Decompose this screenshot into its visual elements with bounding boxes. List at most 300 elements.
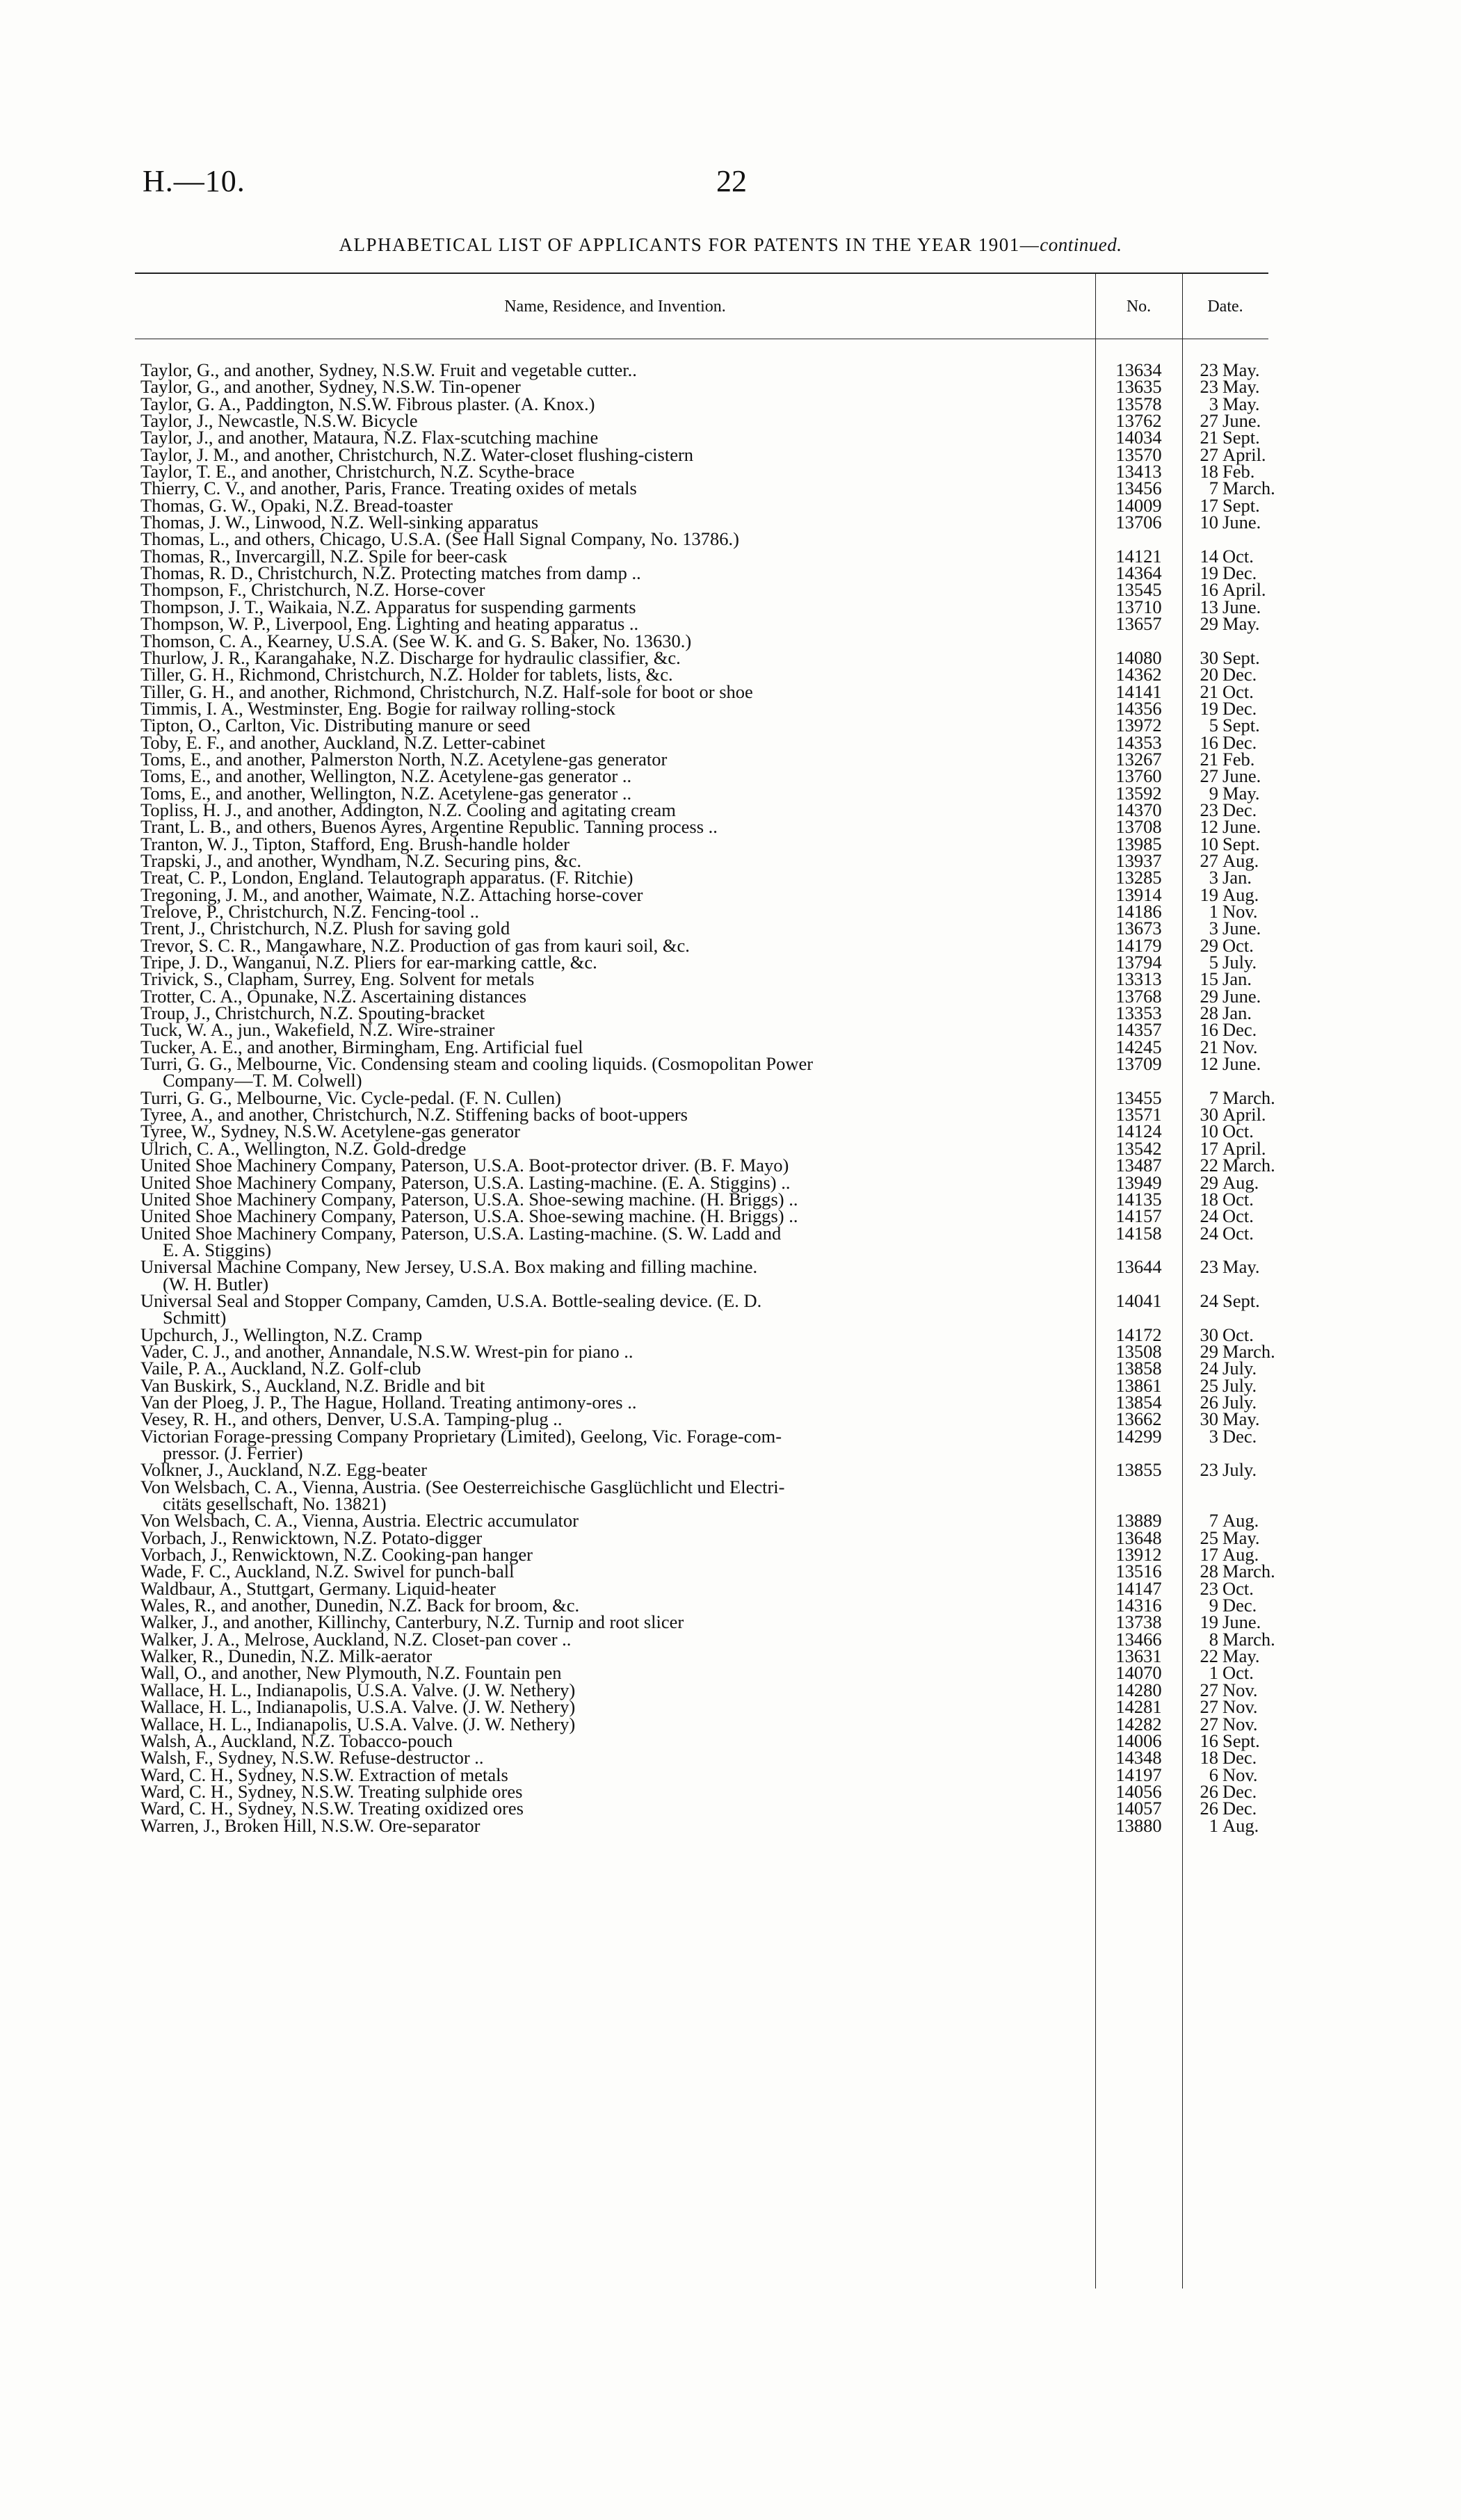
applicant-text: Wallace, H. L., Indianapolis, U.S.A. Valve. (J. W. Nethery): [140, 1696, 576, 1718]
applicant-text: Toms, E., and another, Wellington, N.Z. Acetylene-gas generator ..: [140, 765, 632, 787]
date-day: 18: [1200, 1188, 1218, 1210]
date-day: 9: [1209, 782, 1218, 804]
applicant-text: Thomson, C. A., Kearney, U.S.A. (See W. K. and G. S. Baker, No. 13630.): [140, 630, 692, 651]
applicant-text: Wall, O., and another, New Plymouth, N.Z. Fountain pen: [140, 1662, 562, 1684]
applicant-entry: [135, 1425, 1095, 1463]
patent-number: 13760: [1115, 765, 1162, 787]
date-day: 6: [1209, 1764, 1218, 1785]
patent-number: 14186: [1115, 901, 1162, 922]
date-month: April.: [1222, 579, 1266, 601]
applicant-text: United Shoe Machinery Company, Paterson, U.S.A. Shoe-sewing machine. (H. Briggs) ..: [140, 1188, 798, 1210]
date-day: 17: [1200, 494, 1218, 516]
date-month: Nov.: [1222, 1036, 1258, 1057]
applicant-text: Tipton, O., Carlton, Vic. Distributing manure or seed: [140, 715, 531, 736]
date-day: 3: [1209, 393, 1218, 414]
applicant-text: Walker, J. A., Melrose, Auckland, N.Z. Closet-pan cover ..: [140, 1628, 572, 1650]
date-month: May.: [1222, 1645, 1260, 1667]
applicant-text-continued: (W. H. Butler): [163, 1273, 269, 1294]
applicant-text: Trivick, S., Clapham, Surrey, Eng. Solvent for metals: [140, 968, 535, 990]
date-day: 28: [1200, 1561, 1218, 1582]
applicant-text: Thurlow, J. R., Karangahake, N.Z. Discharge for hydraulic classifier, &c.: [140, 647, 681, 668]
date-month: Aug.: [1222, 850, 1259, 871]
applicant-text: Thompson, W. P., Liverpool, Eng. Lighting and heating apparatus ..: [140, 613, 639, 635]
applicant-text: Walsh, F., Sydney, N.S.W. Refuse-destructor ..: [140, 1747, 484, 1769]
date-month: Sept.: [1222, 833, 1260, 854]
applicant-text: Thomas, R., Invercargill, N.Z. Spile for beer-cask: [140, 545, 508, 567]
date-month: Dec.: [1222, 664, 1257, 685]
patent-number: 13794: [1115, 952, 1162, 973]
applicant-text: Taylor, G. A., Paddington, N.S.W. Fibrous plaster. (A. Knox.): [140, 393, 595, 414]
applicant-text: Wallace, H. L., Indianapolis, U.S.A. Valve. (J. W. Nethery): [140, 1713, 576, 1734]
patent-number: 13762: [1115, 410, 1162, 432]
applicant-text: Universal Machine Company, New Jersey, U.S.A. Box making and filling machine.: [140, 1256, 758, 1278]
patent-number: 14172: [1115, 1324, 1162, 1345]
date-month: Oct.: [1222, 1222, 1254, 1244]
date-month: June.: [1222, 1053, 1261, 1075]
applicant-text: Van Buskirk, S., Auckland, N.Z. Bridle and bit: [140, 1374, 485, 1396]
patent-number: [1095, 1479, 1182, 1513]
applicant-text-continued: citäts gesellschaft, No. 13821): [163, 1493, 387, 1515]
patent-number: 13631: [1115, 1645, 1162, 1667]
patent-number: 14348: [1115, 1747, 1162, 1769]
table-row: [135, 1222, 1268, 1260]
patent-number: 13285: [1115, 867, 1162, 888]
date-day: 5: [1209, 715, 1218, 736]
date-day: 7: [1209, 478, 1218, 499]
date-month: Dec.: [1222, 799, 1257, 820]
date-day: 18: [1200, 1747, 1218, 1769]
applicant-text: Tucker, A. E., and another, Birmingham, Eng. Artificial fuel: [140, 1036, 583, 1057]
applicant-text: Thomas, L., and others, Chicago, U.S.A. (See Hall Signal Company, No. 13786.): [140, 528, 739, 550]
patent-number: 14141: [1115, 681, 1162, 702]
date-day: 21: [1200, 1036, 1218, 1057]
date-month: Oct.: [1222, 1205, 1254, 1227]
applicant-text: Vader, C. J., and another, Annandale, N.S.W. Wrest-pin for piano ..: [140, 1340, 633, 1362]
applicant-text: United Shoe Machinery Company, Paterson, U.S.A. Lasting-machine. (S. W. Ladd and: [140, 1222, 782, 1244]
patent-number: 13267: [1115, 748, 1162, 770]
date-month: March.: [1222, 1628, 1275, 1650]
date-day: 17: [1200, 1137, 1218, 1159]
date-day: 10: [1200, 833, 1218, 854]
date-month: Nov.: [1222, 1679, 1258, 1700]
date-day: 16: [1200, 1019, 1218, 1041]
date-day: 20: [1200, 664, 1218, 685]
date-day: 29: [1200, 1171, 1218, 1193]
patent-number: 13972: [1115, 715, 1162, 736]
date-day: 14: [1200, 545, 1218, 567]
patent-number: 13487: [1115, 1155, 1162, 1176]
applicant-text-continued: E. A. Stiggins): [163, 1239, 272, 1260]
applicant-text: Trant, L. B., and others, Buenos Ayres, Argentine Republic. Tanning process ..: [140, 816, 718, 838]
patent-number: 13313: [1115, 968, 1162, 990]
patent-number: 13466: [1115, 1628, 1162, 1650]
date-month: June.: [1222, 816, 1261, 838]
patent-number: 14370: [1115, 799, 1162, 820]
applicant-text: Treat, C. P., London, England. Telautograph apparatus. (F. Ritchie): [140, 867, 633, 888]
date-month: Nov.: [1222, 1713, 1258, 1734]
date-month: Nov.: [1222, 1764, 1258, 1785]
date-day: 16: [1200, 579, 1218, 601]
date-day: 23: [1200, 799, 1218, 820]
applicant-text: Thompson, F., Christchurch, N.Z. Horse-cover: [140, 579, 485, 601]
date-day: 24: [1200, 1358, 1218, 1379]
date-month: Oct.: [1222, 545, 1254, 567]
patent-date: [1182, 1425, 1268, 1462]
patent-number: 14006: [1115, 1730, 1162, 1751]
date-day: 23: [1200, 1459, 1218, 1481]
applicant-text: Timmis, I. A., Westminster, Eng. Bogie for railway rolling-stock: [140, 697, 615, 719]
patent-number: 13455: [1115, 1087, 1162, 1108]
applicant-text: Trotter, C. A., Opunake, N.Z. Ascertaining distances: [140, 985, 527, 1007]
date-month: Dec.: [1222, 731, 1257, 753]
applicant-text: Tiller, G. H., Richmond, Christchurch, N.Z. Holder for tablets, lists, &c.: [140, 664, 673, 685]
date-month: Jan.: [1222, 867, 1252, 888]
applicant-text: Taylor, G., and another, Sydney, N.S.W. Fruit and vegetable cutter..: [140, 359, 637, 380]
date-month: Aug.: [1222, 1171, 1259, 1193]
page-title-continued: continued.: [1040, 234, 1122, 255]
applicant-text: United Shoe Machinery Company, Paterson, U.S.A. Lasting-machine. (E. A. Stiggins) ..: [140, 1171, 791, 1193]
applicant-text: Vaile, P. A., Auckland, N.Z. Golf-club: [140, 1358, 421, 1379]
patent-number: 14353: [1115, 731, 1162, 753]
applicant-entry: [135, 1292, 1095, 1326]
applicant-entry: [135, 1222, 1095, 1260]
date-month: March.: [1222, 478, 1275, 499]
patent-number: 14009: [1115, 494, 1162, 516]
patent-date: [1182, 1479, 1268, 1513]
date-month: June.: [1222, 985, 1261, 1007]
date-day: 22: [1200, 1155, 1218, 1176]
applicant-text: Trevor, S. C. R., Mangawhare, N.Z. Production of gas from kauri soil, &c.: [140, 934, 690, 956]
patent-number: 14179: [1115, 934, 1162, 956]
patent-number: 14282: [1115, 1713, 1162, 1734]
date-day: 26: [1200, 1391, 1218, 1413]
applicant-text: Ward, C. H., Sydney, N.S.W. Treating sulphide ores: [140, 1780, 523, 1802]
patent-number: 13861: [1115, 1374, 1162, 1396]
date-day: 16: [1200, 731, 1218, 753]
applicant-text: Topliss, H. J., and another, Addington, N.Z. Cooling and agitating cream: [140, 799, 676, 820]
patent-number: 14362: [1115, 664, 1162, 685]
date-month: April.: [1222, 1104, 1266, 1125]
date-month: Dec.: [1222, 1019, 1257, 1041]
date-month: Oct.: [1222, 934, 1254, 956]
date-day: 3: [1209, 918, 1218, 939]
date-month: Jan.: [1222, 1002, 1252, 1024]
date-month: May.: [1222, 376, 1260, 398]
patent-date: [1182, 512, 1268, 533]
applicant-text: Thompson, J. T., Waikaia, N.Z. Apparatus for suspending garments: [140, 596, 636, 617]
patent-number: 13708: [1115, 816, 1162, 838]
patent-date: [1182, 1814, 1268, 1836]
header-name: Name, Residence, and Invention.: [504, 298, 726, 316]
date-day: 24: [1200, 1290, 1218, 1311]
date-month: Nov.: [1222, 1696, 1258, 1718]
applicant-text: Thomas, G. W., Opaki, N.Z. Bread-toaster: [140, 494, 453, 516]
date-month: Oct.: [1222, 1121, 1254, 1142]
applicant-text: Von Welsbach, C. A., Vienna, Austria. Electric accumulator: [140, 1510, 579, 1531]
patent-number: 13545: [1115, 579, 1162, 601]
date-month: Feb.: [1222, 748, 1255, 770]
page-title-text: ALPHABETICAL LIST OF APPLICANTS FOR PATENTS IN THE YEAR 1901—: [339, 234, 1040, 255]
patent-number: 14056: [1115, 1780, 1162, 1802]
applicant-text: Toby, E. F., and another, Auckland, N.Z. Letter-cabinet: [140, 731, 546, 753]
date-month: July.: [1222, 1358, 1257, 1379]
date-month: Sept.: [1222, 1730, 1260, 1751]
date-day: 22: [1200, 1645, 1218, 1667]
date-day: 12: [1200, 1053, 1218, 1075]
applicant-text: Warren, J., Broken Hill, N.S.W. Ore-separator: [140, 1814, 481, 1836]
patent-number: 13855: [1115, 1459, 1162, 1481]
date-day: 26: [1200, 1798, 1218, 1819]
date-day: 29: [1200, 613, 1218, 635]
patent-number: 13914: [1115, 884, 1162, 905]
patent-number: 14147: [1115, 1577, 1162, 1599]
applicant-text: Upchurch, J., Wellington, N.Z. Cramp: [140, 1324, 423, 1345]
date-day: 23: [1200, 1256, 1218, 1278]
date-month: Nov.: [1222, 901, 1258, 922]
date-day: 25: [1200, 1527, 1218, 1548]
applicant-text: Ulrich, C. A., Wellington, N.Z. Gold-dredge: [140, 1137, 467, 1159]
date-day: 1: [1209, 901, 1218, 922]
patent-date: [1182, 1258, 1268, 1292]
patent-number: 13592: [1115, 782, 1162, 804]
date-day: 10: [1200, 512, 1218, 533]
date-month: Aug.: [1222, 1510, 1259, 1531]
applicant-text: Wade, F. C., Auckland, N.Z. Swivel for punch-ball: [140, 1561, 515, 1582]
patent-number: 14357: [1115, 1019, 1162, 1041]
applicant-text: Thomas, J. W., Linwood, N.Z. Well-sinking apparatus: [140, 512, 539, 533]
date-month: April.: [1222, 1137, 1266, 1159]
date-day: 5: [1209, 952, 1218, 973]
patent-number: 13710: [1115, 596, 1162, 617]
page-reference: H.—10.: [143, 164, 245, 198]
date-month: June.: [1222, 918, 1261, 939]
applicant-text: Von Welsbach, C. A., Vienna, Austria. (See Oesterreichische Gasglüchlicht und Electri-: [140, 1476, 785, 1497]
applicant-text: Van der Ploeg, J. P., The Hague, Holland. Treating antimony-ores ..: [140, 1391, 637, 1413]
applicant-text: Trelove, P., Christchurch, N.Z. Fencing-tool ..: [140, 901, 480, 922]
patent-number: 14281: [1115, 1696, 1162, 1718]
patent-date: [1182, 1459, 1268, 1481]
date-day: 10: [1200, 1121, 1218, 1142]
page-title: [0, 234, 1461, 256]
date-day: 29: [1200, 985, 1218, 1007]
date-day: 27: [1200, 1713, 1218, 1734]
date-month: Aug.: [1222, 884, 1259, 905]
applicant-text: Wales, R., and another, Dunedin, N.Z. Back for broom, &c.: [140, 1595, 580, 1616]
applicant-text: United Shoe Machinery Company, Paterson, U.S.A. Boot-protector driver. (B. F. Mayo): [140, 1155, 789, 1176]
date-month: July.: [1222, 1374, 1257, 1396]
date-month: July.: [1222, 952, 1257, 973]
patent-number: 14197: [1115, 1764, 1162, 1785]
date-month: Oct.: [1222, 1324, 1254, 1345]
applicant-text: Taylor, J., and another, Mataura, N.Z. Flax-scutching machine: [140, 427, 599, 448]
date-month: Dec.: [1222, 1595, 1257, 1616]
table-row: [135, 1055, 1268, 1089]
patent-number: 13657: [1115, 613, 1162, 635]
applicant-text: Volkner, J., Auckland, N.Z. Egg-beater: [140, 1459, 428, 1481]
patent-number: 13413: [1115, 461, 1162, 482]
patent-number: 13949: [1115, 1171, 1162, 1193]
applicant-entry: [135, 1814, 1095, 1836]
patent-number: 13673: [1115, 918, 1162, 939]
date-month: Dec.: [1222, 1425, 1257, 1447]
date-day: 30: [1200, 647, 1218, 668]
date-day: 21: [1200, 681, 1218, 702]
page-number: 22: [716, 164, 747, 198]
applicant-text: Ward, C. H., Sydney, N.S.W. Extraction of metals: [140, 1764, 508, 1785]
table-top-rule: [135, 273, 1268, 274]
date-month: May.: [1222, 782, 1260, 804]
date-day: 28: [1200, 1002, 1218, 1024]
date-day: 9: [1209, 1595, 1218, 1616]
applicant-text: Tiller, G. H., and another, Richmond, Christchurch, N.Z. Half-sole for boot or shoe: [140, 681, 753, 702]
date-month: July.: [1222, 1391, 1257, 1413]
date-day: 30: [1200, 1324, 1218, 1345]
date-month: Sept.: [1222, 1290, 1260, 1311]
applicant-text: Toms, E., and another, Wellington, N.Z. Acetylene-gas generator ..: [140, 782, 632, 804]
date-month: Aug.: [1222, 1544, 1259, 1566]
date-day: 19: [1200, 697, 1218, 719]
applicant-text: Victorian Forage-pressing Company Proprietary (Limited), Geelong, Vic. Forage-com-: [140, 1425, 782, 1447]
date-day: 23: [1200, 359, 1218, 380]
patent-number: 13889: [1115, 1510, 1162, 1531]
date-day: 23: [1200, 376, 1218, 398]
applicant-text: Wallace, H. L., Indianapolis, U.S.A. Valve. (J. W. Nethery): [140, 1679, 576, 1700]
applicant-text: United Shoe Machinery Company, Paterson, U.S.A. Shoe-sewing machine. (H. Briggs) ..: [140, 1205, 798, 1227]
date-month: June.: [1222, 512, 1261, 533]
patent-number: 13571: [1115, 1104, 1162, 1125]
date-day: 27: [1200, 850, 1218, 871]
date-month: Oct.: [1222, 1188, 1254, 1210]
patent-number: 13937: [1115, 850, 1162, 871]
patent-number: 13353: [1115, 1002, 1162, 1024]
date-month: Dec.: [1222, 562, 1257, 584]
date-month: Sept.: [1222, 427, 1260, 448]
date-month: April.: [1222, 444, 1266, 465]
applicant-entry: [135, 1055, 1095, 1089]
applicant-text: Walsh, A., Auckland, N.Z. Tobacco-pouch: [140, 1730, 453, 1751]
patent-number: 13570: [1115, 444, 1162, 465]
patent-number: 13516: [1115, 1561, 1162, 1582]
date-day: 21: [1200, 427, 1218, 448]
header-no: No.: [1126, 298, 1152, 316]
patent-date: [1182, 613, 1268, 635]
date-month: Sept.: [1222, 715, 1260, 736]
date-day: 26: [1200, 1780, 1218, 1802]
patent-number: 13709: [1115, 1053, 1162, 1075]
date-day: 27: [1200, 1696, 1218, 1718]
applicant-text: Taylor, G., and another, Sydney, N.S.W. Tin-opener: [140, 376, 521, 398]
date-day: 27: [1200, 444, 1218, 465]
patent-number: 14299: [1115, 1425, 1162, 1447]
applicant-text: Tuck, W. A., jun., Wakefield, N.Z. Wire-strainer: [140, 1019, 495, 1041]
applicant-text: Walker, R., Dunedin, N.Z. Milk-aerator: [140, 1645, 433, 1667]
date-month: June.: [1222, 596, 1261, 617]
applicant-text: Taylor, J. M., and another, Christchurch, N.Z. Water-closet flushing-cistern: [140, 444, 694, 465]
applicant-text-continued: Schmitt): [163, 1307, 227, 1328]
applicant-entry: [135, 1258, 1095, 1292]
patent-table-body: [135, 359, 1275, 1836]
date-day: 16: [1200, 1730, 1218, 1751]
date-day: 19: [1200, 1611, 1218, 1633]
date-month: Oct.: [1222, 1662, 1254, 1684]
patent-number: 13634: [1115, 359, 1162, 380]
date-month: Feb.: [1222, 461, 1255, 482]
date-day: 19: [1200, 884, 1218, 905]
date-day: 18: [1200, 461, 1218, 482]
patent-number: 14364: [1115, 562, 1162, 584]
patent-number: 13456: [1115, 478, 1162, 499]
patent-number: 13738: [1115, 1611, 1162, 1633]
date-day: 1: [1209, 1662, 1218, 1684]
date-day: 13: [1200, 596, 1218, 617]
applicant-text: Walker, J., and another, Killinchy, Canterbury, N.Z. Turnip and root slicer: [140, 1611, 684, 1633]
date-day: 30: [1200, 1408, 1218, 1430]
date-day: 3: [1209, 1425, 1218, 1447]
header-date: Date.: [1207, 298, 1243, 316]
patent-date: [1182, 1222, 1268, 1259]
date-day: 7: [1209, 1087, 1218, 1108]
date-month: May.: [1222, 1256, 1260, 1278]
patent-date: [1182, 1055, 1268, 1089]
patent-number: 14316: [1115, 1595, 1162, 1616]
patent-number: 13635: [1115, 376, 1162, 398]
patent-number: 13648: [1115, 1527, 1162, 1548]
table-row: [135, 1814, 1268, 1836]
patent-number: 14041: [1115, 1290, 1162, 1311]
applicant-entry: [135, 1476, 1095, 1515]
date-day: 29: [1200, 1340, 1218, 1362]
applicant-text: Taylor, J., Newcastle, N.S.W. Bicycle: [140, 410, 418, 432]
applicant-text: Vorbach, J., Renwicktown, N.Z. Cooking-pan hanger: [140, 1544, 533, 1566]
patent-number: 13662: [1115, 1408, 1162, 1430]
patent-number: 14158: [1115, 1222, 1162, 1244]
patent-number: 14157: [1115, 1205, 1162, 1227]
date-day: 27: [1200, 1679, 1218, 1700]
date-day: 3: [1209, 867, 1218, 888]
date-month: June.: [1222, 410, 1261, 432]
date-month: May.: [1222, 1527, 1260, 1548]
table-row: [135, 1258, 1268, 1292]
date-day: 27: [1200, 410, 1218, 432]
date-month: March.: [1222, 1561, 1275, 1582]
date-day: 21: [1200, 748, 1218, 770]
table-row: [135, 1425, 1268, 1463]
date-month: Sept.: [1222, 647, 1260, 668]
patent-number: 13706: [1115, 512, 1162, 533]
applicant-text: Thierry, C. V., and another, Paris, France. Treating oxides of metals: [140, 478, 637, 499]
date-month: July.: [1222, 1459, 1257, 1481]
applicant-text: Tranton, W. J., Tipton, Stafford, Eng. Brush-handle holder: [140, 833, 570, 854]
date-month: May.: [1222, 613, 1260, 635]
table-row: [135, 1476, 1268, 1515]
date-month: Dec.: [1222, 1747, 1257, 1769]
date-month: Sept.: [1222, 494, 1260, 516]
date-month: March.: [1222, 1087, 1275, 1108]
applicant-text: Turri, G. G., Melbourne, Vic. Cycle-pedal. (F. N. Cullen): [140, 1087, 561, 1108]
date-day: 24: [1200, 1222, 1218, 1244]
applicant-text-continued: Company—T. M. Colwell): [163, 1070, 362, 1091]
applicant-text: Tregoning, J. M., and another, Waimate, N.Z. Attaching horse-cover: [140, 884, 643, 905]
date-month: Oct.: [1222, 681, 1254, 702]
date-day: 19: [1200, 562, 1218, 584]
patent-number: 14080: [1115, 647, 1162, 668]
patent-number: 13508: [1115, 1340, 1162, 1362]
patent-number: 14121: [1115, 545, 1162, 567]
date-day: 24: [1200, 1205, 1218, 1227]
date-day: 1: [1209, 1814, 1218, 1836]
applicant-text: Ward, C. H., Sydney, N.S.W. Treating oxidized ores: [140, 1798, 524, 1819]
patent-number: 14135: [1115, 1188, 1162, 1210]
